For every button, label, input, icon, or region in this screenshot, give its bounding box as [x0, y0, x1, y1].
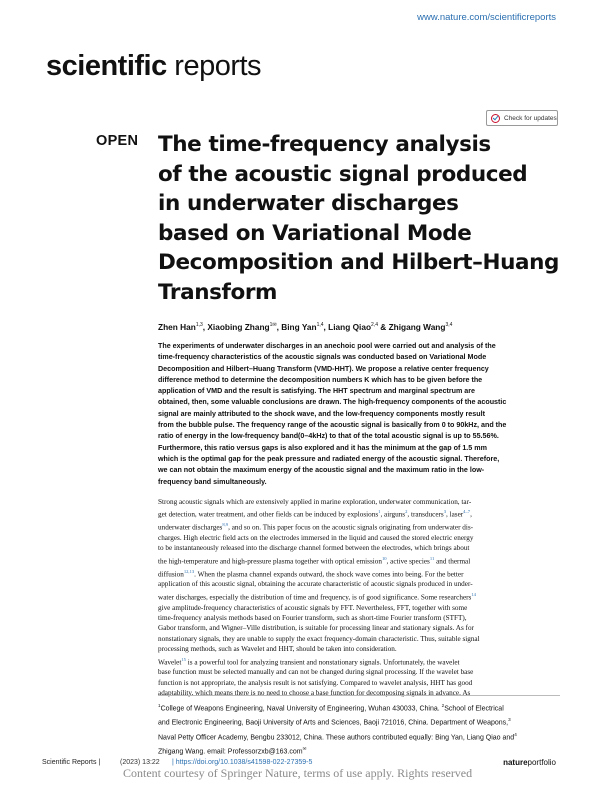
text-run: , and so on. This paper focus on the acoustic signals originating from underwater dis-	[228, 523, 474, 532]
abstract-line: which is the optimal gap for the peak pressure and radiated energy of the acoustic signal. Therefore,	[158, 454, 500, 463]
body-line	[158, 623, 560, 633]
abstract-line: from the bubble pulse. The frequency range of the acoustic signal is basically from 0 to 90kHz, and the	[158, 421, 507, 430]
author-list	[158, 322, 452, 332]
check-updates-button[interactable]	[486, 110, 558, 126]
citation-mark: 11	[429, 555, 435, 561]
body-line	[158, 497, 560, 507]
journal-logo-bold: scientific	[46, 50, 167, 82]
citation-mark: 2	[441, 703, 445, 708]
publisher-logo-light: portfolio	[527, 758, 556, 767]
body-line	[158, 634, 560, 644]
text-run: , transducers	[407, 510, 444, 519]
body-line	[158, 644, 560, 654]
body-line	[158, 543, 560, 553]
abstract-line: signal are mainly attributed to the shock wave, and the low-frequency components mostly result	[158, 409, 485, 418]
affiliation-line	[158, 714, 560, 728]
text-run: give amplitude-frequency characteristics of acoustic signals by FFT. Nevertheless, FFT, together with some	[158, 603, 468, 612]
title-line: based on Variational Mode	[158, 220, 472, 246]
text-run: underwater discharges	[158, 523, 223, 532]
abstract-line: obtained, then, some valuable conclusions are drawn. The high-frequency components of the acoustic	[158, 398, 507, 407]
author-affiliation-mark: 1,3	[195, 322, 203, 329]
text-run: ,	[470, 510, 472, 519]
text-run: Zhigang Wang.	[158, 748, 208, 756]
text-run: charges. High electric field acts on the electrodes immersed in the liquid and caused the stored electric energy	[158, 534, 474, 542]
check-updates-icon	[491, 114, 500, 123]
title-line: Decomposition and Hilbert–Huang	[158, 250, 560, 275]
citation-mark: 1	[378, 509, 381, 515]
abstract-line: application of VMD and the result is satisfying. The HHT spectrum and marginal spectrum are	[158, 387, 476, 396]
article-title	[158, 130, 568, 307]
citation-mark: 4	[514, 731, 517, 737]
abstract-line: Furthermore, this ratio versus gaps is also explored and it has the minimum at the gap of 1.5 mm	[158, 443, 487, 452]
check-updates-label: Check for updates	[504, 114, 557, 122]
text-run: function is not appropriate, the analysis result is not satisfying. Compared to wavelet analysis, HHT has good	[158, 678, 473, 687]
body-line	[158, 655, 560, 668]
affiliations	[158, 700, 560, 757]
author-separator: ,	[202, 322, 208, 332]
footer-journal: Scientific Reports |	[42, 759, 101, 766]
body-line	[158, 678, 560, 688]
abstract-line: frequency band simultaneously.	[158, 477, 267, 486]
text-run: diffusion	[158, 570, 184, 578]
journal-logo-light: reports	[174, 50, 262, 82]
abstract	[158, 341, 556, 488]
text-run: is a powerful tool for analyzing transient and nonstationary signals. Unfortunately, the wavelet	[185, 658, 460, 667]
author-affiliation-mark: 2,4	[371, 322, 378, 329]
text-run: application of this acoustic signal, obtaining the accurate characteristic of acoustic signals produced in under-	[158, 580, 473, 589]
citation-mark: 10	[381, 555, 387, 561]
affiliation-line	[158, 743, 560, 757]
text-run: adaptability, which means there is no need to choose a base function for decomposing signals in advance. As	[158, 689, 471, 698]
citation-mark: ✉	[302, 745, 307, 751]
body-line	[158, 579, 560, 589]
text-run: College of Weapons Engineering, Naval University of Engineering, Wuhan 430033, China.	[160, 705, 442, 713]
citation-mark: 4–7	[463, 509, 471, 515]
text-run: nonstationary signals, they are unable to supply the exact frequency-domain characteristic. Thus, suitable signal	[158, 634, 480, 643]
body-line	[158, 688, 560, 698]
text-run: email: Professorzxb@163.com	[207, 748, 303, 756]
open-access-label: OPEN	[96, 133, 139, 149]
body-line	[158, 533, 560, 543]
journal-logo	[46, 50, 261, 83]
footer-doi-link[interactable]: | https://doi.org/10.1038/s41598-022-27359-5	[172, 759, 313, 766]
text-run: , laser	[446, 510, 464, 519]
author-name: Bing Yan	[281, 322, 317, 332]
affiliation-line	[158, 700, 560, 714]
author-name: Zhigang Wang	[388, 322, 446, 332]
citation-mark: 2	[405, 509, 408, 515]
citation-mark: 14	[471, 591, 476, 597]
abstract-line: difference method to determine the decomposition numbers K which has to be given before the	[158, 375, 483, 384]
title-line: Transform	[158, 279, 278, 305]
footnote-divider	[158, 695, 560, 696]
body-line	[158, 667, 560, 677]
body-line	[158, 590, 560, 603]
text-run: These authors contributed equally: Bing Yan, Liang Qiao and	[325, 733, 515, 741]
text-run: Gabor transform, and Wigner–Ville distribution, is suitable for processing linear and stationary signals. As for	[158, 624, 474, 633]
author-affiliation-mark: 3,4	[445, 322, 453, 329]
text-run: and Electronic Engineering, Baoji University of Arts and Sciences, Baoji 721016, China.	[158, 719, 431, 727]
text-run: and thermal	[434, 557, 471, 566]
text-run: Strong acoustic signals which are extensively applied in marine exploration, underwater communication, tar-	[158, 498, 472, 506]
text-run: , active species	[386, 557, 430, 566]
author-separator: &	[378, 322, 389, 332]
text-run: Department of Weapons,	[430, 719, 509, 727]
affiliation-line	[158, 729, 560, 743]
publisher-logo	[503, 758, 556, 767]
author-name: Zhen Han	[158, 322, 196, 332]
title-line: The time-frequency analysis	[158, 132, 491, 157]
title-line: of the acoustic signal produced	[158, 161, 528, 187]
body-line	[158, 567, 560, 580]
text-run: , airguns	[380, 510, 406, 519]
text-run: . When the plasma channel expands outward, the shock wave comes into being. For the better	[194, 570, 464, 578]
body-line	[158, 520, 560, 533]
text-run: School of Electrical	[444, 705, 504, 713]
abstract-line: Decomposition and Hilbert–Huang Transform (VMD-HHT). We propose a relative center frequency	[158, 364, 489, 373]
text-run: get detection, water treatment, and other fields can be induced by explosions	[158, 510, 379, 519]
title-line: in underwater discharges	[158, 191, 459, 216]
body-line	[158, 554, 560, 567]
abstract-line: ratio of energy in the low-frequency band(0–4kHz) to that of the total acoustic signal is up to 55.56%.	[158, 432, 499, 441]
citation-mark: 3	[443, 509, 446, 515]
text-run: the high-temperature and high-pressure plasma together with optical emission	[158, 557, 382, 566]
text-run: water discharges, especially the distribution of time and frequency, is of good significance. Some researchers	[158, 593, 472, 602]
abstract-line: The experiments of underwater discharges in an anechoic pool were carried out and analysis of the	[158, 342, 496, 350]
text-run: processing methods, such as Wavelet and HHT, should be taken into consideration.	[158, 645, 397, 654]
abstract-line: we can not obtain the maximum energy of the acoustic signal and the maximum ratio in the low-	[158, 466, 485, 475]
author-affiliation-mark: 1✉	[269, 322, 277, 329]
abstract-line: time-frequency characteristics of the acoustic signals was conducted based on Variational Mode	[158, 353, 487, 362]
footer-year: (2023) 13:22	[120, 759, 160, 766]
text-run: to be instantaneously released into the discharge channel formed between the electrodes, which brings about	[158, 544, 470, 553]
author-separator: ,	[276, 322, 282, 332]
body-line	[158, 613, 560, 623]
body-line	[158, 507, 560, 520]
text-run: Wavelet	[158, 658, 182, 667]
body-line	[158, 603, 560, 613]
watermark: Content courtesy of Springer Nature, terms of use apply. Rights reserved	[123, 766, 473, 780]
body-text	[158, 497, 560, 699]
text-run: Naval Petty Officer Academy, Bengbu 233012, China.	[158, 733, 326, 741]
citation-mark: 8,9	[222, 522, 229, 528]
author-affiliation-mark: 1,4	[316, 322, 324, 329]
text-run: base function must be selected manually and can not be changed during signal processing. If the wavelet base	[158, 668, 474, 677]
citation-mark: 12,13	[183, 568, 195, 574]
citation-mark: 15	[181, 656, 186, 662]
journal-url[interactable]: www.nature.com/scientificreports	[417, 12, 556, 23]
citation-mark: 3	[508, 717, 511, 723]
author-name: Xiaobing Zhang	[207, 322, 270, 332]
text-run: time-frequency analysis methods based on Fourier transform, such as short-time Fourier transform (STFT),	[158, 614, 467, 623]
citation-mark: 1	[158, 703, 161, 708]
author-separator: ,	[323, 322, 329, 332]
author-name: Liang Qiao	[328, 322, 372, 332]
publisher-logo-bold: nature	[503, 758, 528, 767]
